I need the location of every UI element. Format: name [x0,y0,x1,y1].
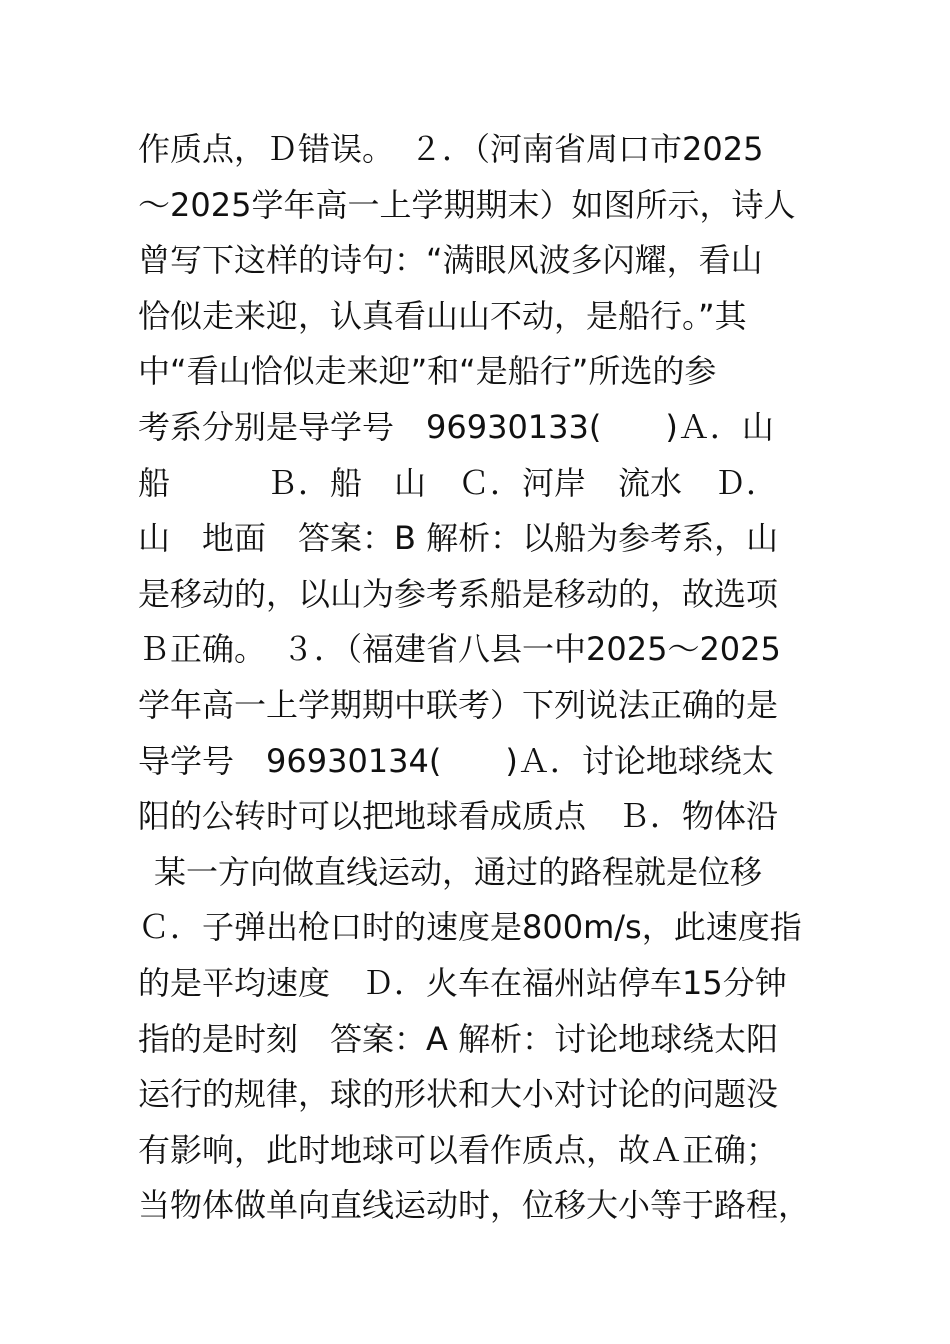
text-line-19: 有影响，此时地球可以看作质点，故Ａ正确； [138,1130,779,1169]
text-line-13: 阳的公转时可以把地球看成质点 Ｂ．物体沿 [138,797,779,836]
text-line-11: 学年高一上学期期中联考）下列说法正确的是 [138,685,779,724]
text-line-2: ～2025学年高一上学期期末）如图所示，诗人 [138,185,796,224]
text-line-5: 中“看山恰似走来迎”和“是船行”所选的参 [138,352,717,391]
document-text [138,122,828,1234]
text-line-15: Ｃ．子弹出枪口时的速度是800m/s，此速度指 [138,908,802,947]
text-line-8: 山 地面 答案：B 解析：以船为参考系，山 [138,519,779,558]
text-line-20: 当物体做单向直线运动时，位移大小等于路程， [138,1186,811,1225]
text-line-4: 恰似走来迎，认真看山山不动，是船行。”其 [138,296,747,335]
text-line-9: 是移动的，以山为参考系船是移动的，故选项 [138,574,779,613]
text-line-1: 作质点，Ｄ错误。 ２．（河南省周口市2025 [138,130,764,168]
text-line-6: 考系分别是导学号 96930133( )Ａ．山 [138,407,774,446]
text-line-17: 指的是时刻 答案：A 解析：讨论地球绕太阳 [138,1019,779,1058]
text-line-7: 船 Ｂ．船 山 Ｃ．河岸 流水 Ｄ． [138,463,779,502]
text-line-16: 的是平均速度 Ｄ．火车在福州站停车15分钟 [138,963,787,1002]
text-line-18: 运行的规律，球的形状和大小对讨论的问题没 [138,1075,779,1114]
text-line-10: Ｂ正确。 ３．（福建省八县一中2025～2025 [138,630,781,669]
text-line-3: 曾写下这样的诗句：“满眼风波多闪耀，看山 [138,241,763,280]
text-line-12: 导学号 96930134( )Ａ．讨论地球绕太 [138,741,774,780]
text-line-14: 某一方向做直线运动，通过的路程就是位移 [154,852,763,891]
